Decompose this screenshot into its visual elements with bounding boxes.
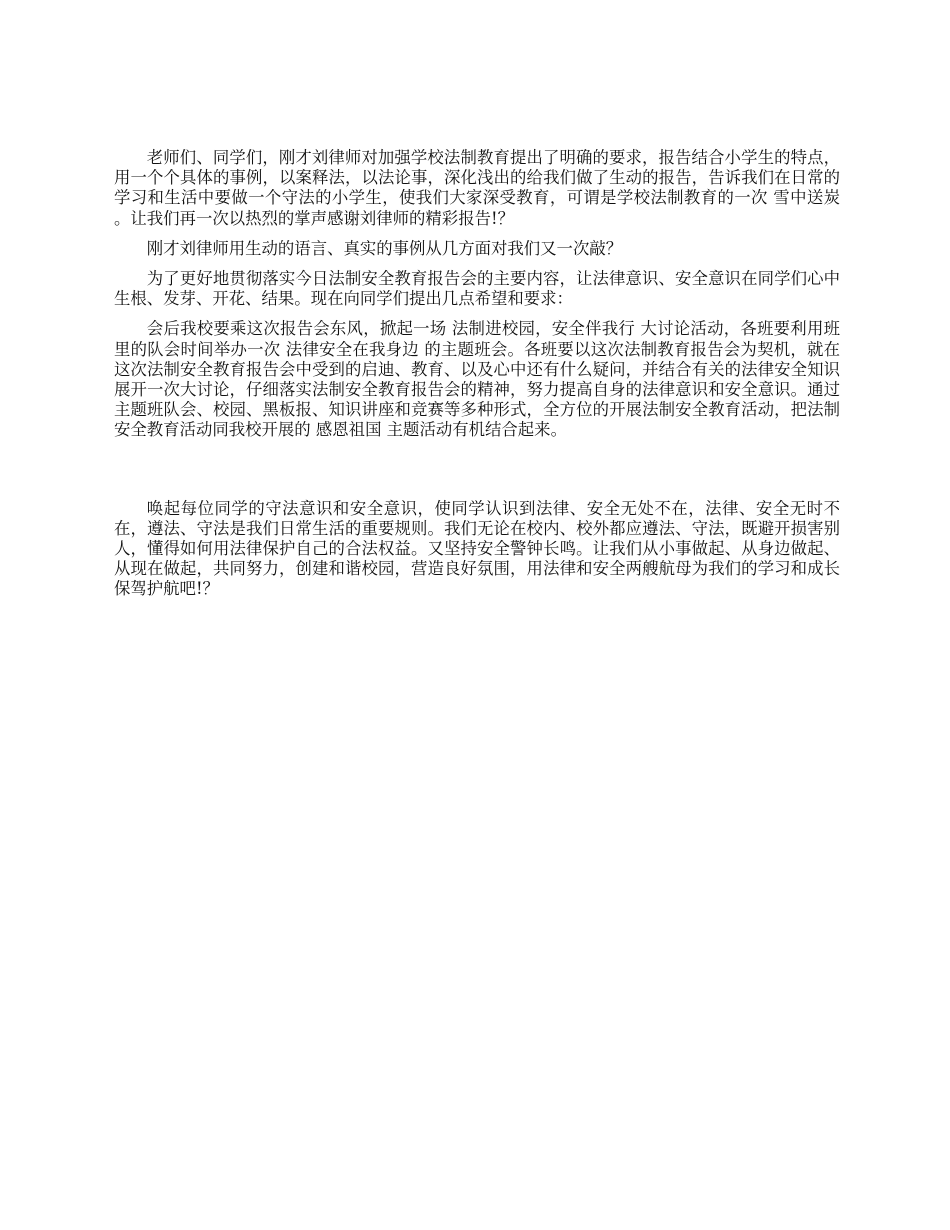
document-body bbox=[114, 148, 840, 600]
paragraph-thanks: 老师们、同学们，刚才刘律师对加强学校法制教育提出了明确的要求，报告结合小学生的特点，用一个个具体的事例，以案释法，以法论事，深化浅出的给我们做了生动的报告，告诉我们在日常的学习和生活中要做一个守法的小学生，使我们大家深受教育，可谓是学校法制教育的一次 雪中送炭 。让我们再一次以热烈的掌声感谢刘律师的精彩报告!？ bbox=[114, 148, 840, 228]
paragraph-spacer bbox=[114, 441, 840, 499]
paragraph-summary: 刚才刘律师用生动的语言、真实的事例从几方面对我们又一次敲？ bbox=[146, 238, 623, 258]
paragraph-class-meeting: 会后我校要乘这次报告会东风，掀起一场 法制进校园，安全伴我行 大讨论活动，各班要利用班里的队会时间举办一次 法律安全在我身边 的主题班会。各班要以这次法制教育报告会为契机，就在这次法制安全教育报告会中受到的启迪、教育、以及心中还有什么疑问，并结合有关的法律安全知识展开一次大讨论，仔细落实法制安全教育报告会的精神，努力提高自身的法律意识和安全意识。通过主题班队会、校园、黑板报、知识讲座和竞赛等多种形式，全方位的开展法制安全教育活动，把法制安全教育活动同我校开展的 感恩祖国 主题活动有机结合起来。 bbox=[114, 319, 840, 440]
paragraph-requirements-intro: 为了更好地贯彻落实今日法制安全教育报告会的主要内容，让法律意识、安全意识在同学们心中生根、发芽、开花、结果。现在向同学们提出几点希望和要求： bbox=[114, 269, 840, 309]
paragraph-closing: 唤起每位同学的守法意识和安全意识，使同学认识到法律、安全无处不在，法律、安全无时不在，遵法、守法是我们日常生活的重要规则。我们无论在校内、校外都应遵法、守法，既避开损害别人，懂得如何用法律保护自己的合法权益。又坚持安全警钟长鸣。让我们从小事做起、从身边做起、从现在做起，共同努力，创建和谐校园，营造良好氛围，用法律和安全两艘航母为我们的学习和成长保驾护航吧!？ bbox=[114, 498, 840, 599]
